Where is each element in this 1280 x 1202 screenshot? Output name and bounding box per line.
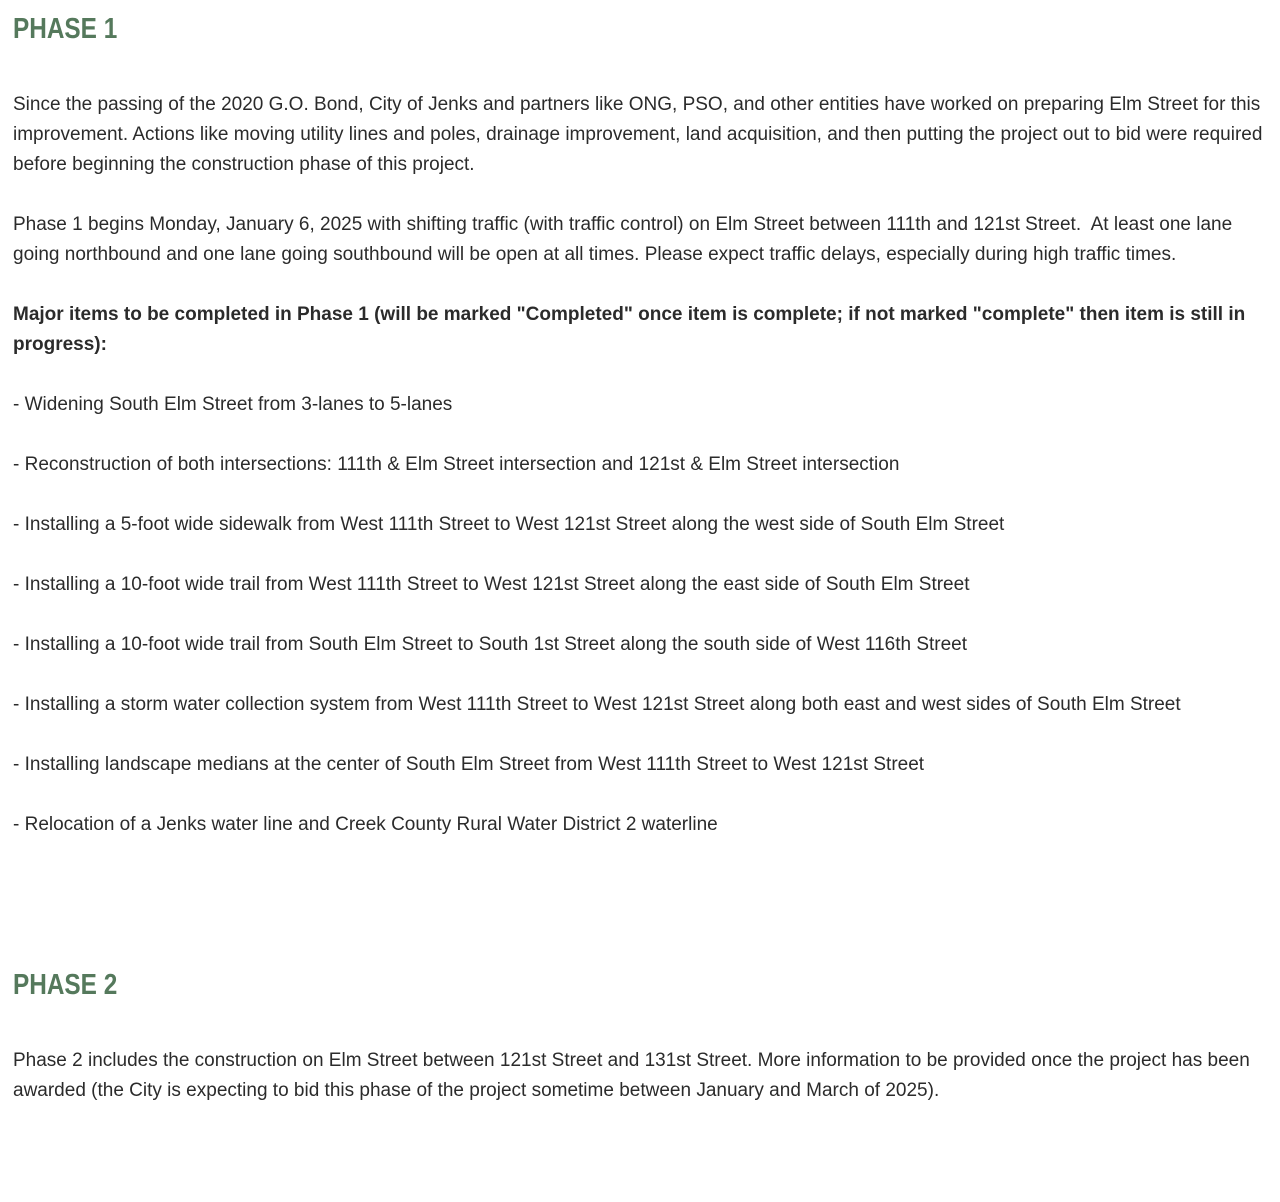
phase-1-section bbox=[13, 14, 1267, 840]
phase-1-item: - Installing landscape medians at the center of South Elm Street from West 111th Street to West 121st Street bbox=[13, 754, 925, 775]
phase-1-item: - Installing a 5-foot wide sidewalk from West 111th Street to West 121st Street along the west side of South Elm Street bbox=[13, 514, 1005, 535]
phase-1-item: - Installing a 10-foot wide trail from West 111th Street to West 121st Street along the east side of South Elm Street bbox=[13, 574, 970, 595]
phase-1-major-items-note: Major items to be completed in Phase 1 (will be marked "Completed" once item is complete; if not marked "complete" then item is still in progress): bbox=[13, 304, 1251, 355]
phase-1-heading: PHASE 1 bbox=[13, 13, 118, 45]
phase-1-item: - Relocation of a Jenks water line and Creek County Rural Water District 2 waterline bbox=[13, 814, 718, 835]
phase-1-item: - Installing a storm water collection system from West 111th Street to West 121st Street along both east and west sides of South Elm Street bbox=[13, 694, 1181, 715]
phase-1-intro-paragraph: Since the passing of the 2020 G.O. Bond, City of Jenks and partners like ONG, PSO, and other entities have worked on preparing Elm Street for this improvement. Actions like moving utility lines and poles, drainage improvement, land acquisition, and then putting the project out to bid were required before beginning the construction phase of this project. bbox=[13, 94, 1268, 175]
phase-1-item: - Widening South Elm Street from 3-lanes to 5-lanes bbox=[13, 394, 453, 415]
section-spacer bbox=[13, 870, 1267, 970]
phase-2-heading: PHASE 2 bbox=[13, 969, 118, 1001]
phase-1-schedule-paragraph: Phase 1 begins Monday, January 6, 2025 with shifting traffic (with traffic control) on Elm Street between 111th and 121st Street. At least one lane going northbound and one lane going southbound will be open at all times. Please expect traffic delays, especially during high traffic times. bbox=[13, 214, 1238, 265]
phase-1-item: - Installing a 10-foot wide trail from South Elm Street to South 1st Street along the south side of West 116th Street bbox=[13, 634, 968, 655]
phase-2-section bbox=[13, 970, 1267, 1106]
phase-2-intro-paragraph: Phase 2 includes the construction on Elm Street between 121st Street and 131st Street. More information to be provided once the project has been awarded (the City is expecting to bid this phase of the project sometime between January and March of 2025). bbox=[13, 1050, 1256, 1101]
phase-1-item: - Reconstruction of both intersections: 111th & Elm Street intersection and 121st & Elm Street intersection bbox=[13, 454, 900, 475]
